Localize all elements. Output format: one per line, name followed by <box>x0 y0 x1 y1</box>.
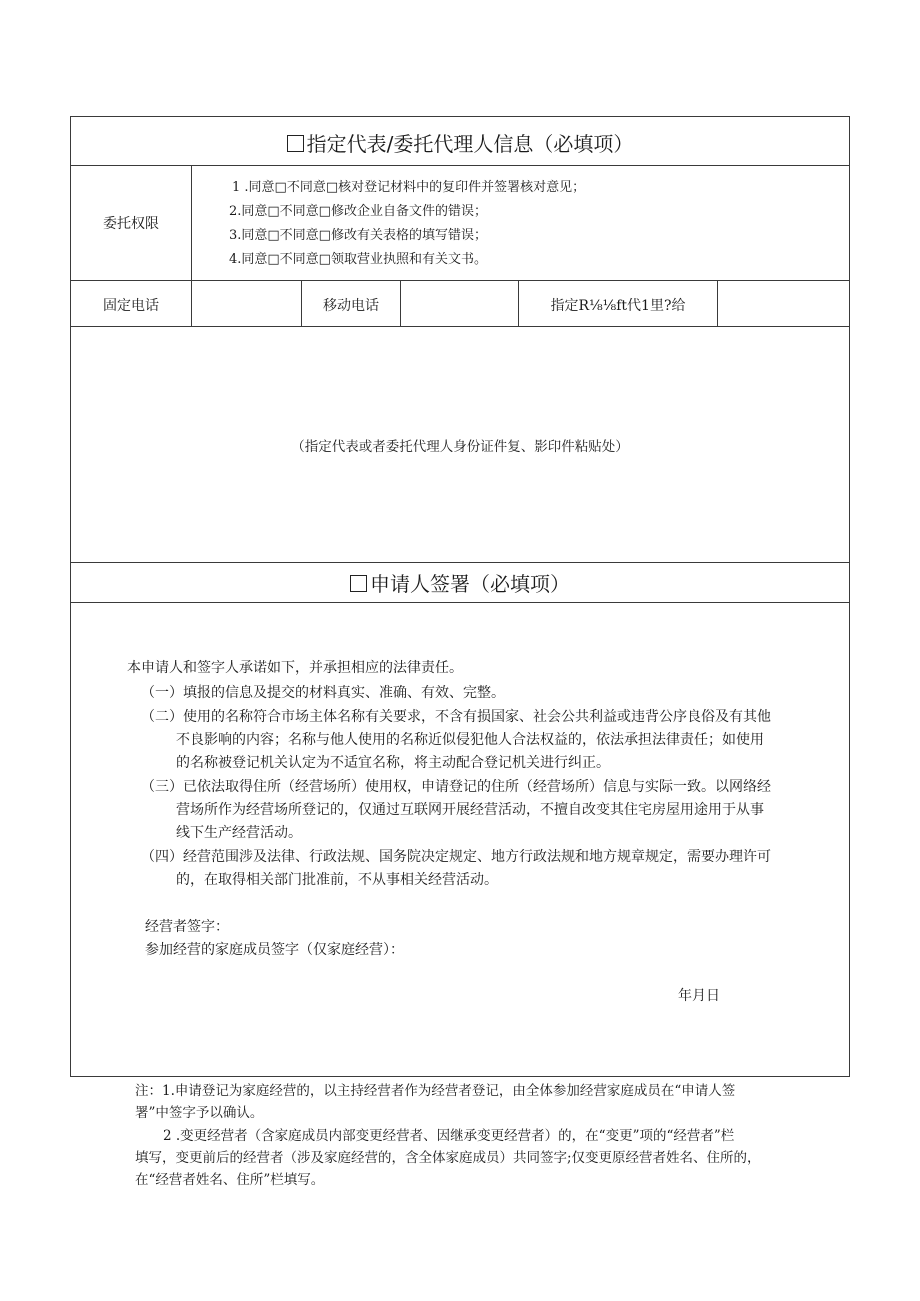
fixed-phone-field[interactable] <box>192 281 301 326</box>
commitment-item-continued: 线下生产经营活动。 <box>176 825 302 841</box>
agent-section-title-text: 指定代表/委托代理人信息（必填项） <box>306 132 634 156</box>
fixed-phone-label: 固定电话 <box>103 298 159 314</box>
permission-item: 4.同意□不同意□领取营业执照和有关文书。 <box>229 252 487 267</box>
table-row-divider <box>70 562 850 563</box>
applicant-section-title-text: 申请人签署（必填项） <box>370 572 570 596</box>
permission-item: 3.同意□不同意□修改有关表格的填写错误； <box>229 228 487 243</box>
family-signature-label: 参加经营的家庭成员签字（仅家庭经营）： <box>145 942 404 958</box>
table-row-divider <box>70 165 850 166</box>
section-checkbox[interactable] <box>350 575 367 592</box>
permission-item: 1 .同意□不同意□核对登记材料中的复印件并签署核对意见； <box>232 180 586 195</box>
applicant-section-title <box>70 568 850 597</box>
table-row-divider <box>70 602 850 603</box>
note-line: 署”中签字予以确认。 <box>135 1105 264 1121</box>
note-line: 在“经营者姓名、住所”栏填写。 <box>135 1172 325 1188</box>
permission-item: 2.同意□不同意□修改企业自备文件的错误； <box>229 204 487 219</box>
agent-section-title <box>70 128 850 157</box>
authority-label: 委托权限 <box>103 216 159 232</box>
note-line: 填写，变更前后的经营者（涉及家庭经营的，含全体家庭成员）共同签字;仅变更原经营者姓名、住所的， <box>135 1150 761 1166</box>
commitment-item: （二）使用的名称符合市场主体名称有关要求，不含有损国家、社会公共利益或违背公序良俗及有其他 <box>141 709 771 725</box>
commitment-intro: 本申请人和签字人承诺如下，并承担相应的法律责任。 <box>127 660 463 676</box>
note-line: 注：1.申请登记为家庭经营的，以主持经营者作为经营者登记，由全体参加经营家庭成员在“申请人签 <box>135 1083 736 1099</box>
commitment-item-continued: 不良影响的内容；名称与他人使用的名称近似侵犯他人合法权益的，依法承担法律责任；如使用 <box>176 732 764 748</box>
table-border-bottom <box>70 1076 850 1077</box>
section-checkbox[interactable] <box>287 135 304 152</box>
designated-label: 指定R⅛⅛ft代1里?给 <box>550 298 686 314</box>
commitment-item: （一）填报的信息及提交的材料真实、准确、有效、完整。 <box>141 685 505 701</box>
date-label: 年月日 <box>678 988 720 1004</box>
commitment-item-continued: 营场所作为经营场所登记的，仅通过互联网开展经营活动，不擅自改变其住宅房屋用途用于从事 <box>176 802 764 818</box>
commitment-item-continued: 的名称被登记机关认定为不适宜名称，将主动配合登记机关进行纠正。 <box>176 755 610 771</box>
mobile-phone-field[interactable] <box>401 281 518 326</box>
operator-signature-label: 经营者签字： <box>145 919 229 935</box>
mobile-phone-label: 移动电话 <box>323 298 379 314</box>
commitment-item: （四）经营范围涉及法律、行政法规、国务院决定规定、地方行政法规和地方规章规定，需要办理许可 <box>141 849 771 865</box>
commitment-item: （三）已依法取得住所（经营场所）使用权，申请登记的住所（经营场所）信息与实际一致。以网络经 <box>141 779 771 795</box>
commitment-item-continued: 的，在取得相关部门批准前，不从事相关经营活动。 <box>176 872 498 888</box>
table-border-top <box>70 116 850 117</box>
id-paste-hint: （指定代表或者委托代理人身份证件复、影印件粘贴处） <box>291 439 629 455</box>
designated-field[interactable] <box>718 281 849 326</box>
note-line: 2 .变更经营者（含家庭成员内部变更经营者、因继承变更经营者）的，在“变更”项的“经营者”栏 <box>163 1128 735 1144</box>
